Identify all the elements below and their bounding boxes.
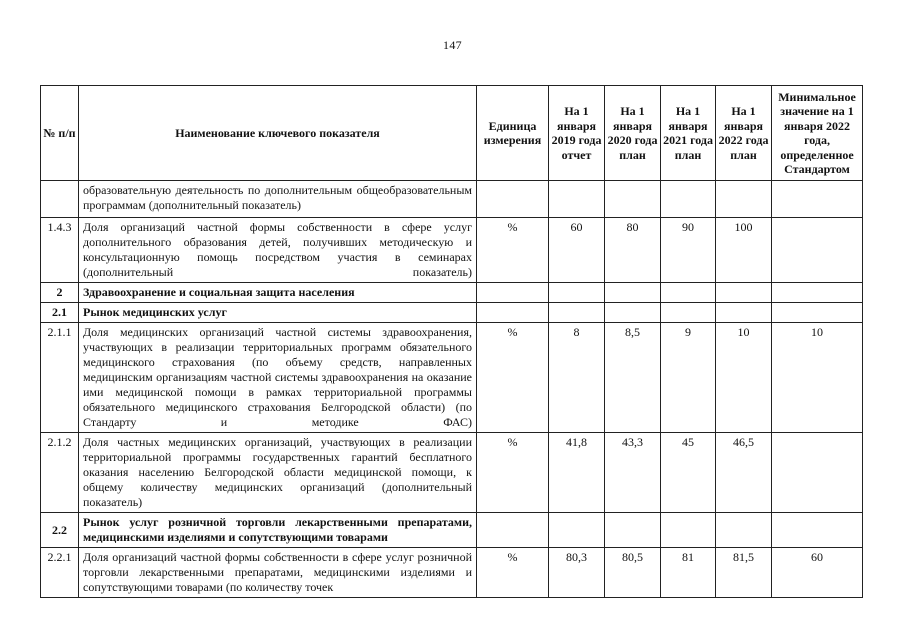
- value-min: [772, 433, 863, 513]
- value-2020: 43,3: [605, 433, 661, 513]
- header-2020: На 1 января 2020 года план: [605, 86, 661, 181]
- header-num: № п/п: [41, 86, 79, 181]
- header-2022: На 1 января 2022 года план: [716, 86, 772, 181]
- row-number: 2.1.1: [41, 323, 79, 433]
- value-2022: 46,5: [716, 433, 772, 513]
- header-unit: Единица измерения: [477, 86, 549, 181]
- value-2021: 45: [661, 433, 716, 513]
- section-row: [41, 303, 863, 323]
- value-2021: [661, 513, 716, 548]
- section-row: [41, 513, 863, 548]
- row-number: 2.2.1: [41, 548, 79, 598]
- indicator-name: Доля частных медицинских организаций, участвующих в реализации территориальной программы государственных гарантий бесплатного оказания населению Белгородской области медицинской помощи, к общему количеству медицинских организаций (дополнительный показатель): [79, 433, 477, 513]
- value-2022: 81,5: [716, 548, 772, 598]
- value-2022: 100: [716, 218, 772, 283]
- value-min: [772, 513, 863, 548]
- unit-cell: %: [477, 218, 549, 283]
- value-2021: 9: [661, 323, 716, 433]
- value-2020: 80: [605, 218, 661, 283]
- row-number: 2: [41, 283, 79, 303]
- section-row: [41, 283, 863, 303]
- header-2021: На 1 января 2021 года план: [661, 86, 716, 181]
- table-row: [41, 548, 863, 598]
- table-row: [41, 323, 863, 433]
- value-2020: [605, 303, 661, 323]
- value-2019: [549, 283, 605, 303]
- value-2021: 90: [661, 218, 716, 283]
- value-min: 60: [772, 548, 863, 598]
- header-name: Наименование ключевого показателя: [79, 86, 477, 181]
- value-2019: [549, 513, 605, 548]
- value-2021: 81: [661, 548, 716, 598]
- unit-cell: %: [477, 323, 549, 433]
- value-2020: [605, 283, 661, 303]
- value-2022: [716, 181, 772, 218]
- value-min: [772, 303, 863, 323]
- value-2019: 41,8: [549, 433, 605, 513]
- table-row: [41, 218, 863, 283]
- page-number: 147: [443, 38, 462, 52]
- value-2021: [661, 303, 716, 323]
- value-2019: 8: [549, 323, 605, 433]
- value-min: [772, 181, 863, 218]
- table-row: [41, 181, 863, 218]
- value-2022: [716, 513, 772, 548]
- unit-cell: [477, 181, 549, 218]
- table-row: [41, 433, 863, 513]
- indicator-name: Доля медицинских организаций частной системы здравоохранения, участвующих в реализации территориальных программ обязательного медицинского страхования (по объему средств, направленных медицинским организациям частной системы здравоохранения на оказание ими медицинской помощи в рамках территориальной программы обязательного медицинского страхования Белгородской области) (по Стандарту и методике ФАС): [79, 323, 477, 433]
- indicators-table: [40, 85, 863, 598]
- row-number: 2.1: [41, 303, 79, 323]
- row-number: 2.1.2: [41, 433, 79, 513]
- table-body: [41, 181, 863, 598]
- value-2020: 80,5: [605, 548, 661, 598]
- value-2022: [716, 303, 772, 323]
- indicator-name: образовательную деятельность по дополнительным общеобразовательным программам (дополнительный показатель): [79, 181, 477, 218]
- row-number: [41, 181, 79, 218]
- row-number: 2.2: [41, 513, 79, 548]
- table-header-row: [41, 86, 863, 181]
- indicator-name: Доля организаций частной формы собственности в сфере услуг розничной торговли лекарственными препаратами, медицинскими изделиями и сопутствующими товарами (по количеству точек: [79, 548, 477, 598]
- row-number: 1.4.3: [41, 218, 79, 283]
- header-min-value: Минимальное значение на 1 января 2022 года, определенное Стандартом: [772, 86, 863, 181]
- value-2019: 80,3: [549, 548, 605, 598]
- value-min: [772, 283, 863, 303]
- value-min: [772, 218, 863, 283]
- unit-cell: [477, 303, 549, 323]
- value-2019: [549, 303, 605, 323]
- value-2022: 10: [716, 323, 772, 433]
- value-2020: [605, 513, 661, 548]
- value-2022: [716, 283, 772, 303]
- header-2019: На 1 января 2019 года отчет: [549, 86, 605, 181]
- value-2020: 8,5: [605, 323, 661, 433]
- unit-cell: %: [477, 433, 549, 513]
- value-2019: 60: [549, 218, 605, 283]
- value-min: 10: [772, 323, 863, 433]
- indicator-name: Рынок услуг розничной торговли лекарственными препаратами, медицинскими изделиями и сопутствующими товарами: [79, 513, 477, 548]
- value-2021: [661, 181, 716, 218]
- value-2020: [605, 181, 661, 218]
- unit-cell: %: [477, 548, 549, 598]
- unit-cell: [477, 513, 549, 548]
- indicator-name: Рынок медицинских услуг: [79, 303, 477, 323]
- indicator-name: Здравоохранение и социальная защита населения: [79, 283, 477, 303]
- value-2021: [661, 283, 716, 303]
- unit-cell: [477, 283, 549, 303]
- indicator-name: Доля организаций частной формы собственности в сфере услуг дополнительного образования детей, получивших методическую и консультационную помощь посредством участия в семинарах (дополнительный показатель): [79, 218, 477, 283]
- value-2019: [549, 181, 605, 218]
